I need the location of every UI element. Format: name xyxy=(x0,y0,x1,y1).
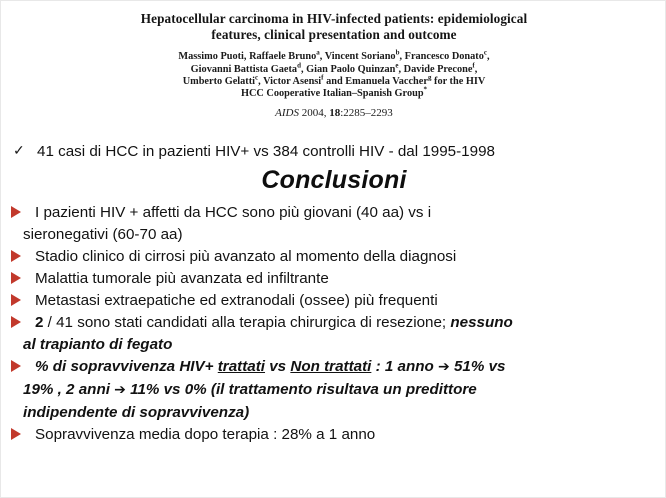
authors-line-4 xyxy=(240,85,428,100)
authors-line-3 xyxy=(182,73,486,87)
author-sup: c xyxy=(483,48,487,57)
author-sup: f xyxy=(321,73,324,82)
citation-pages: :2285–2293 xyxy=(340,106,393,119)
authors-line-1 xyxy=(178,48,490,63)
survival-seg-5: : 1 anno xyxy=(371,358,439,375)
author-sup: d xyxy=(297,61,301,70)
arrow-bullet-icon xyxy=(11,294,21,306)
author-sup: b xyxy=(395,48,400,57)
arrow-bullet-icon xyxy=(11,272,21,284)
authors-text: for the HIV xyxy=(431,76,486,87)
surgery-mid-text: / 41 sono stati candidati alla terapia chirurgica di resezione; xyxy=(43,314,451,331)
bullet-age-continuation xyxy=(1,224,666,245)
arrow-bullet-icon xyxy=(11,250,21,262)
bullet-age-line-2: sieronegativi (60-70 aa) xyxy=(23,226,183,243)
bullet-surgery-continuation xyxy=(1,334,666,355)
page-title: Conclusioni xyxy=(261,166,407,194)
surgery-count: 2 xyxy=(35,314,44,331)
authors-text: , Vincent Soriano xyxy=(319,51,396,63)
bullet-survival-line-2 xyxy=(1,379,666,401)
citation-journal: AIDS xyxy=(275,106,299,119)
author-sup: e xyxy=(395,61,399,70)
authors-text: Giovanni Battista Gaeta xyxy=(190,63,298,75)
authors-text: Umberto Gelatti xyxy=(182,76,256,87)
authors-line-2 xyxy=(190,61,478,75)
bullet-cirrhosis xyxy=(1,246,666,267)
authors-text: , Francesco Donato xyxy=(399,51,484,63)
authors-text: , Gian Paolo Quinzan xyxy=(300,63,396,75)
authors-text: Massimo Puoti, Raffaele Bruno xyxy=(178,51,317,63)
authors-text: and Emanuela Vaccher xyxy=(323,76,428,87)
paper-title: Hepatocellular carcinoma in HIV-infected patients: epidemiological features, clinical presentation and outcome xyxy=(140,11,528,42)
arrow-bullet-icon xyxy=(11,316,21,328)
bullet-tumor xyxy=(1,268,666,289)
author-sup: g xyxy=(427,73,432,82)
check-icon: ✓ xyxy=(13,142,25,158)
authors-text: , Victor Asensi xyxy=(258,76,322,87)
bullet-survival xyxy=(1,356,666,378)
paper-authors xyxy=(114,48,554,101)
survival-seg-6: 51% vs xyxy=(449,358,506,375)
survival-treated-label: trattati xyxy=(217,358,266,375)
citation-year: 2004, xyxy=(299,106,330,119)
bullet-mean-survival xyxy=(1,424,666,445)
survival-untreated-label: Non trattati xyxy=(290,358,372,375)
survival-line-3: indipendente di sopravvivenza) xyxy=(23,404,250,421)
bullet-surgery xyxy=(1,312,666,333)
right-arrow-icon: ➔ xyxy=(438,359,450,375)
bullet-metastasis xyxy=(1,290,666,311)
mean-survival-text: Sopravvivenza media dopo terapia : 28% a 1 anno xyxy=(35,426,376,443)
survival-seg-3: vs xyxy=(265,358,291,375)
author-sup: * xyxy=(423,85,428,94)
author-sup: c xyxy=(255,73,259,82)
authors-text: HCC Cooperative Italian–Spanish Group xyxy=(240,88,424,100)
survival-line-2-b: 11% vs 0% (il trattamento risultava un predittore xyxy=(125,381,477,398)
authors-text: , xyxy=(486,51,490,63)
author-sup: a xyxy=(316,48,320,57)
bullet-cirrhosis-text: Stadio clinico di cirrosi più avanzato al momento della diagnosi xyxy=(35,248,457,265)
paper-header xyxy=(1,11,666,119)
intro-line xyxy=(1,141,666,162)
intro-text: 41 casi di HCC in pazienti HIV+ vs 384 controlli HIV - dal 1995-1998 xyxy=(37,143,495,160)
bullet-survival-line-3 xyxy=(1,402,666,423)
bullet-age-line-1: I pazienti HIV + affetti da HCC sono più giovani (40 aa) vs i xyxy=(35,204,432,221)
paper-citation xyxy=(1,107,666,119)
citation-volume: 18 xyxy=(329,106,341,119)
arrow-bullet-icon xyxy=(11,206,21,218)
slide-body xyxy=(1,141,666,446)
arrow-bullet-icon xyxy=(11,360,21,372)
bullet-tumor-text: Malattia tumorale più avanzata ed infiltrante xyxy=(35,270,329,287)
survival-seg-1: % di sopravvivenza HIV+ xyxy=(35,358,218,375)
author-sup: f xyxy=(472,61,475,70)
authors-text: , xyxy=(474,63,478,75)
survival-line-2-a: 19% , 2 anni xyxy=(23,381,115,398)
surgery-emphasis: nessuno xyxy=(450,314,513,331)
bullet-metastasis-text: Metastasi extraepatiche ed extranodali (ossee) più frequenti xyxy=(35,292,438,309)
right-arrow-icon: ➔ xyxy=(114,382,126,398)
arrow-bullet-icon xyxy=(11,428,21,440)
surgery-line-2: al trapianto di fegato xyxy=(23,336,173,353)
bullet-age xyxy=(1,202,666,223)
authors-text: , Davide Precone xyxy=(398,63,473,75)
